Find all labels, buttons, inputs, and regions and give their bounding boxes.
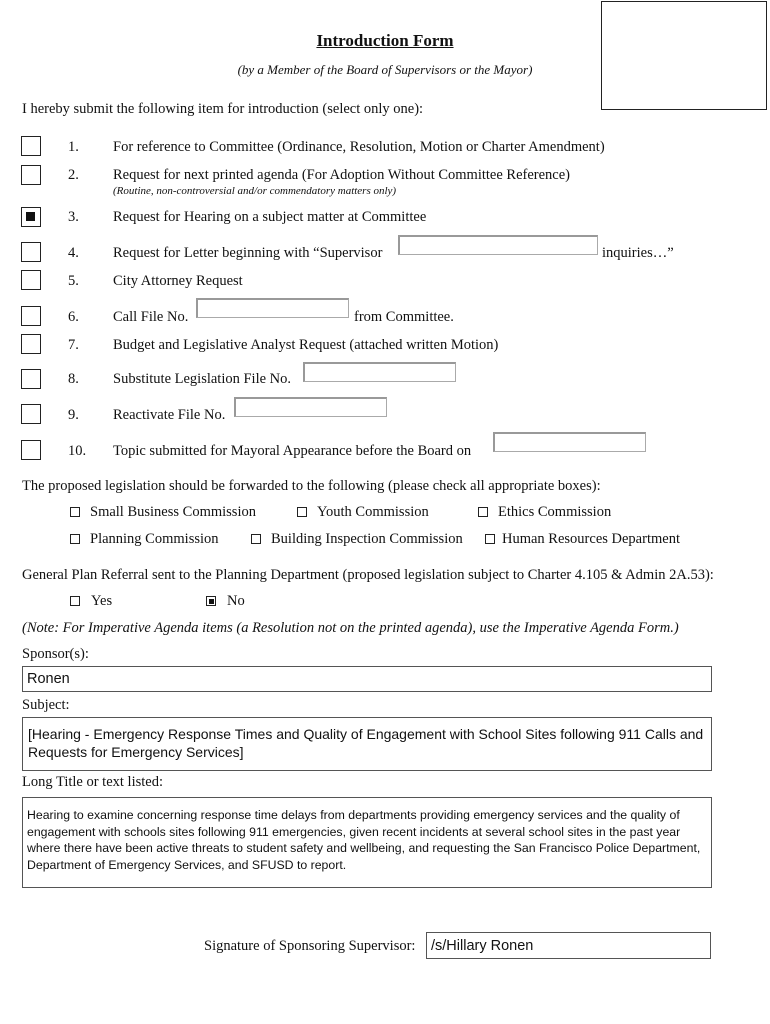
item-2-note: (Routine, non-controversial and/or commendatory matters only): [113, 185, 397, 197]
item-1-checkbox[interactable]: [21, 136, 41, 156]
sponsor-field[interactable]: Ronen: [22, 666, 712, 692]
forward-heading: The proposed legislation should be forwarded to the following (please check all appropriate boxes):: [22, 478, 601, 494]
call-file-number-field[interactable]: [196, 298, 349, 318]
supervisor-name-field[interactable]: [398, 235, 598, 255]
clerk-stamp-box: [601, 1, 767, 110]
ethics-commission-label: Ethics Commission: [498, 504, 612, 520]
sponsor-label: Sponsor(s):: [22, 646, 89, 662]
building-inspection-checkbox[interactable]: [251, 534, 261, 544]
intro-text: I hereby submit the following item for introduction (select only one):: [22, 101, 424, 117]
signature-field[interactable]: /s/Hillary Ronen: [426, 932, 711, 959]
planning-commission-checkbox[interactable]: [70, 534, 80, 544]
plan-referral-heading: General Plan Referral sent to the Planning Department (proposed legislation subject to Charter 4.105 & Admin 2A.53):: [22, 567, 714, 583]
building-inspection-label: Building Inspection Commission: [271, 531, 463, 547]
item-3-number: 3.: [68, 209, 79, 225]
item-1-label: For reference to Committee (Ordinance, Resolution, Motion or Charter Amendment): [113, 139, 605, 155]
item-6-checkbox[interactable]: [21, 306, 41, 326]
item-7-number: 7.: [68, 337, 79, 353]
plan-referral-yes-label: Yes: [91, 593, 113, 609]
item-2-number: 2.: [68, 167, 79, 183]
youth-commission-label: Youth Commission: [317, 504, 429, 520]
item-2-checkbox[interactable]: [21, 165, 41, 185]
form-title: Introduction Form: [316, 31, 454, 50]
subject-field[interactable]: [Hearing - Emergency Response Times and Quality of Engagement with School Sites following 911 Calls and Requests for Emergency Services]: [22, 717, 712, 771]
small-business-checkbox[interactable]: [70, 507, 80, 517]
planning-commission-label: Planning Commission: [90, 531, 219, 547]
plan-referral-no-checkbox[interactable]: [206, 596, 216, 606]
mayoral-appearance-date-field[interactable]: [493, 432, 646, 452]
item-7-checkbox[interactable]: [21, 334, 41, 354]
item-3-label: Request for Hearing on a subject matter at Committee: [113, 209, 427, 225]
item-9-number: 9.: [68, 407, 79, 423]
item-4-suffix: inquiries…”: [602, 245, 674, 261]
item-1-number: 1.: [68, 139, 79, 155]
ethics-commission-checkbox[interactable]: [478, 507, 488, 517]
item-9-checkbox[interactable]: [21, 404, 41, 424]
item-10-label: Topic submitted for Mayoral Appearance before the Board on: [113, 443, 472, 459]
plan-referral-yes-checkbox[interactable]: [70, 596, 80, 606]
item-8-label: Substitute Legislation File No.: [113, 371, 292, 387]
long-title-label: Long Title or text listed:: [22, 774, 163, 790]
small-business-label: Small Business Commission: [90, 504, 256, 520]
item-5-checkbox[interactable]: [21, 270, 41, 290]
item-4-number: 4.: [68, 245, 79, 261]
plan-referral-no-label: No: [227, 593, 245, 609]
reactivate-file-number-field[interactable]: [234, 397, 387, 417]
imperative-note: (Note: For Imperative Agenda items (a Resolution not on the printed agenda), use the Imperative Agenda Form.): [22, 620, 679, 636]
item-5-number: 5.: [68, 273, 79, 289]
human-resources-label: Human Resources Department: [502, 531, 680, 547]
form-subtitle: (by a Member of the Board of Supervisors or the Mayor): [237, 62, 533, 77]
signature-label: Signature of Sponsoring Supervisor:: [204, 938, 416, 954]
subject-label: Subject:: [22, 697, 70, 713]
item-9-label: Reactivate File No.: [113, 407, 226, 423]
youth-commission-checkbox[interactable]: [297, 507, 307, 517]
item-2-label: Request for next printed agenda (For Adoption Without Committee Reference): [113, 167, 570, 183]
item-4-label: Request for Letter beginning with “Supervisor: [113, 245, 383, 261]
substitute-file-number-field[interactable]: [303, 362, 456, 382]
item-5-label: City Attorney Request: [113, 273, 243, 289]
item-10-number: 10.: [68, 443, 87, 459]
item-6-label: Call File No.: [113, 309, 189, 325]
item-8-checkbox[interactable]: [21, 369, 41, 389]
item-8-number: 8.: [68, 371, 79, 387]
human-resources-checkbox[interactable]: [485, 534, 495, 544]
item-3-checkbox[interactable]: [21, 207, 41, 227]
item-6-number: 6.: [68, 309, 79, 325]
item-6-suffix: from Committee.: [354, 309, 454, 325]
item-10-checkbox[interactable]: [21, 440, 41, 460]
item-7-label: Budget and Legislative Analyst Request (attached written Motion): [113, 337, 499, 353]
item-4-checkbox[interactable]: [21, 242, 41, 262]
long-title-field[interactable]: Hearing to examine concerning response time delays from departments providing emergency services and the quality of engagement with schools sites following 911 emergencies, given recent incidents at several school sites in the past year where there have been active threats to student safety and wellbeing, and requesting the San Francisco Police Department, Department of Emergency Services, and SFUSD to report.: [22, 797, 712, 888]
